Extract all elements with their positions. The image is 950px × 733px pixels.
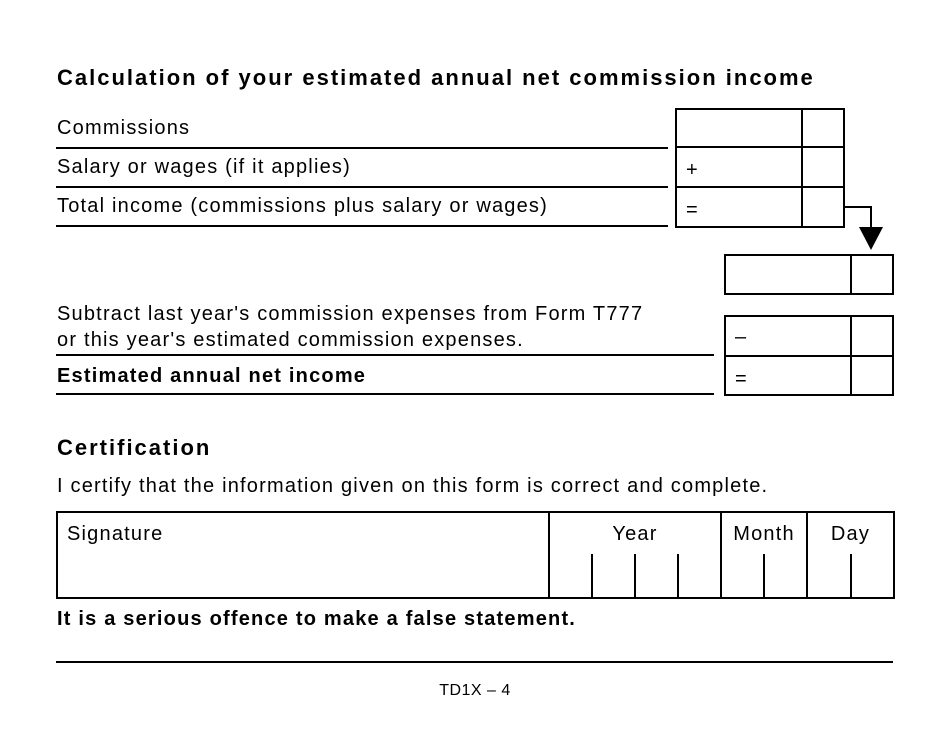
- signature-field[interactable]: [58, 513, 548, 597]
- month-label: Month: [733, 523, 795, 545]
- carried-total-field[interactable]: [724, 254, 894, 295]
- section-title: Calculation of your estimated annual net commission income: [57, 65, 815, 90]
- certification-statement: I certify that the information given on this form is correct and complete.: [57, 475, 769, 497]
- cents-divider: [801, 110, 803, 146]
- cents-divider: [850, 357, 852, 394]
- false-statement-warning: It is a serious offence to make a false statement.: [57, 608, 577, 630]
- day-label: Day: [830, 523, 871, 545]
- commissions-label: Commissions: [57, 117, 191, 139]
- subtract-label-line1: Subtract last year's commission expenses from Form T777: [57, 303, 644, 325]
- net-income-amount-field[interactable]: [724, 355, 894, 396]
- cents-divider: [850, 317, 852, 355]
- month-input[interactable]: [722, 554, 806, 597]
- page-number: TD1X – 4: [439, 682, 511, 699]
- salary-label: Salary or wages (if it applies): [57, 156, 351, 178]
- carry-over-arrow-icon: [840, 198, 900, 258]
- expenses-amount-field[interactable]: [724, 315, 894, 357]
- net-income-label: Estimated annual net income: [57, 365, 367, 387]
- commissions-underline: [56, 147, 668, 149]
- equals-sign: =: [735, 368, 747, 390]
- commissions-amount-field[interactable]: [675, 108, 845, 148]
- footer-rule: [56, 661, 893, 663]
- year-input[interactable]: [550, 554, 720, 597]
- salary-amount-field[interactable]: [675, 146, 845, 188]
- salary-underline: [56, 186, 668, 188]
- equals-sign: =: [686, 199, 698, 221]
- certification-title: Certification: [57, 435, 212, 460]
- net-income-underline: [56, 393, 714, 395]
- day-input[interactable]: [808, 554, 893, 597]
- plus-sign: +: [686, 159, 698, 181]
- total-income-underline: [56, 225, 668, 227]
- subtract-underline: [56, 354, 714, 356]
- cents-divider: [850, 256, 852, 293]
- cents-divider: [801, 188, 803, 226]
- subtract-label-line2: or this year's estimated commission expenses.: [57, 329, 524, 351]
- signature-label: Signature: [67, 523, 164, 545]
- signature-table: [56, 511, 895, 599]
- minus-sign: –: [735, 326, 747, 348]
- year-label: Year: [612, 523, 658, 545]
- cents-divider: [801, 148, 803, 186]
- total-income-label: Total income (commissions plus salary or wages): [57, 195, 548, 217]
- total-income-amount-field[interactable]: [675, 186, 845, 228]
